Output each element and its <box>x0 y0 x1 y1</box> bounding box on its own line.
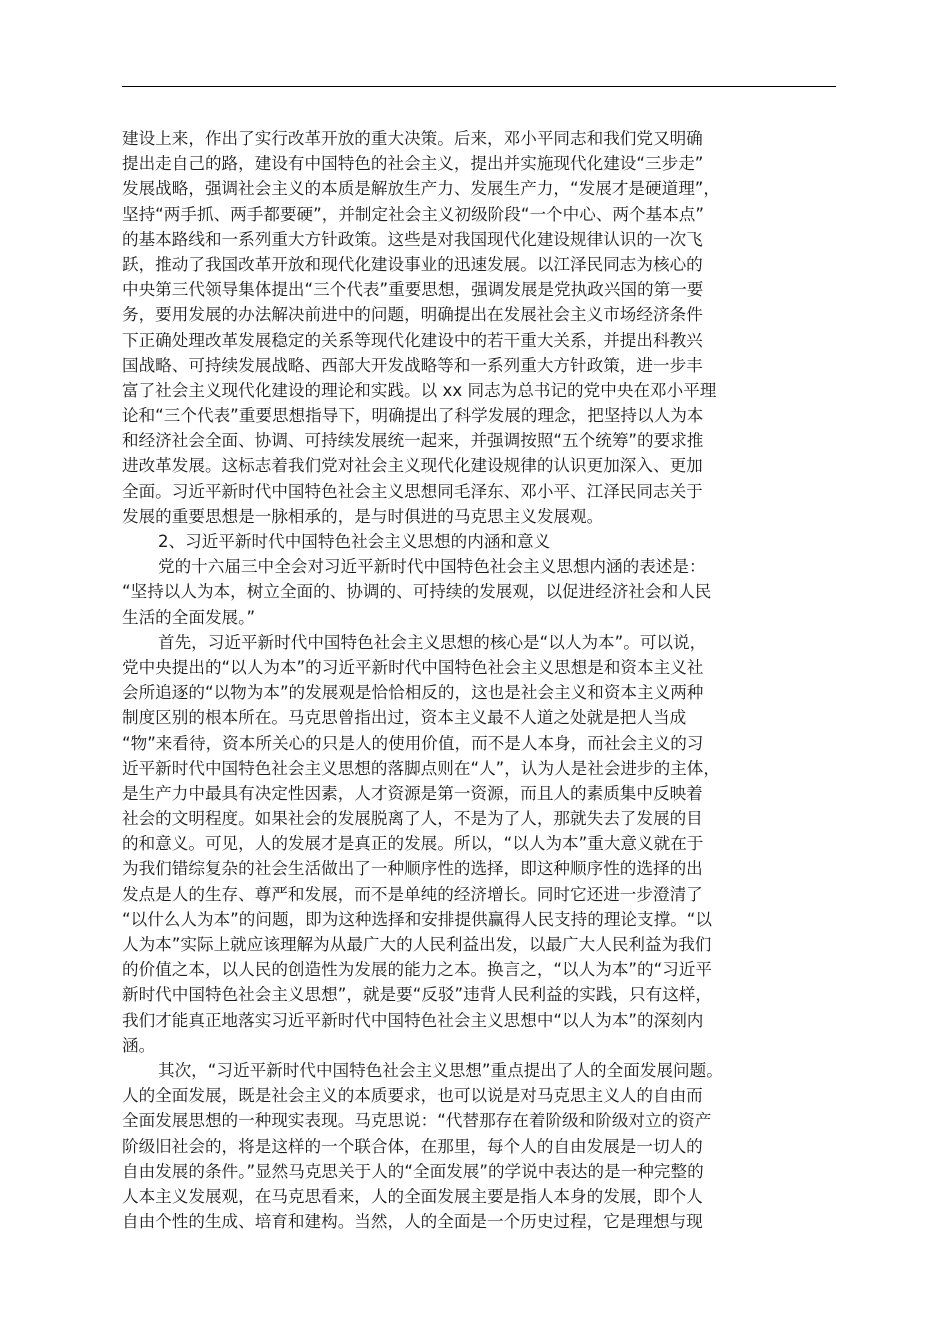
text-line: 发展的重要思想是一脉相承的，是与时俱进的马克思主义发展观。 <box>122 506 604 526</box>
text-line: 其次，“习近平新时代中国特色社会主义思想”重点提出了人的全面发展问题。 <box>158 1060 723 1080</box>
text-line: 人本主义发展观，在马克思看来，人的全面发展主要是指人本身的发展，即个人 <box>122 1186 703 1206</box>
text-line: 发点是人的生存、尊严和发展，而不是单纯的经济增长。同时它还进一步澄清了 <box>122 884 703 904</box>
text-line: 进改革发展。这标志着我们党对社会主义现代化建设规律的认识更加深入、更加 <box>122 456 703 476</box>
text-line: 建设上来，作出了实行改革开放的重大决策。后来，邓小平同志和我们党又明确 <box>122 129 703 148</box>
text-line: 人的全面发展，既是社会主义的本质要求，也可以说是对马克思主义人的自由而 <box>122 1086 703 1106</box>
paragraph-p2 <box>122 529 838 554</box>
text-line: 社会的文明程度。如果社会的发展脱离了人，不是为了人，那就失去了发展的目 <box>122 809 703 829</box>
text-line: 富了社会主义现代化建设的理论和实践。以 xx 同志为总书记的党中央在邓小平理 <box>122 380 717 400</box>
text-line: 阶级旧社会的，将是这样的一个联合体，在那里，每个人的自由发展是一切人的 <box>122 1136 703 1156</box>
text-line: 和经济社会全面、协调、可持续发展统一起来，并强调按照“五个统筹”的要求推 <box>122 431 704 451</box>
header-rule <box>122 86 836 87</box>
text-line: 提出走自己的路，建设有中国特色的社会主义，提出并实施现代化建设“三步走” <box>122 154 704 174</box>
text-line: 新时代中国特色社会主义思想”，就是要“反驳”违背人民利益的实践，只有这样， <box>122 985 712 1005</box>
text-line: 下正确处理改革发展稳定的关系等现代化建设中的若干重大关系，并提出科教兴 <box>122 330 703 350</box>
text-line: 是生产力中最具有决定性因素，人才资源是第一资源，而且人的素质集中反映着 <box>122 783 703 803</box>
text-line: 中央第三代领导集体提出“三个代表”重要思想，强调发展是党执政兴国的第一要 <box>122 280 704 300</box>
text-line: 2、习近平新时代中国特色社会主义思想的内涵和意义 <box>158 532 551 551</box>
text-line: 党的十六届三中全会对习近平新时代中国特色社会主义思想内涵的表述是： <box>158 557 706 577</box>
text-line: 为我们错综复杂的社会生活做出了一种顺序性的选择，即这种顺序性的选择的出 <box>122 859 703 879</box>
text-line: 的基本路线和一系列重大方针政策。这些是对我国现代化建设规律认识的一次飞 <box>122 229 703 249</box>
paragraph-p5 <box>122 1058 838 1234</box>
text-line: 首先，习近平新时代中国特色社会主义思想的核心是“以人为本”。可以说， <box>158 632 707 652</box>
text-line: 发展战略，强调社会主义的本质是解放生产力、发展生产力，“发展才是硬道理”， <box>122 179 720 199</box>
paragraph-p3 <box>122 554 838 630</box>
paragraph-p1 <box>122 126 838 529</box>
document-body <box>122 126 838 1234</box>
text-line: 自由发展的条件。”显然马克思关于人的“全面发展”的学说中表达的是一种完整的 <box>122 1161 704 1181</box>
text-line: 务，要用发展的办法解决前进中的问题，明确提出在发展社会主义市场经济条件 <box>122 305 703 325</box>
text-line: 跃，推动了我国改革开放和现代化建设事业的迅速发展。以江泽民同志为核心的 <box>122 254 703 274</box>
text-line: 我们才能真正地落实习近平新时代中国特色社会主义思想中“以人为本”的深刻内 <box>122 1010 704 1030</box>
text-line: 的和意义。可见，人的发展才是真正的发展。所以，“以人为本”重大意义就在于 <box>122 834 704 854</box>
text-line: 全面。习近平新时代中国特色社会主义思想同毛泽东、邓小平、江泽民同志关于 <box>122 481 703 501</box>
text-line: 涵。 <box>122 1035 156 1055</box>
text-line: 自由个性的生成、培育和建构。当然，人的全面是一个历史过程，它是理想与现 <box>122 1212 703 1232</box>
text-line: 全面发展思想的一种现实表现。马克思说：“代替那存在着阶级和阶级对立的资产 <box>122 1111 712 1131</box>
text-line: 制度区别的根本所在。马克思曾指出过，资本主义最不人道之处就是把人当成 <box>122 708 687 728</box>
text-line: 会所追逐的“以物为本”的发展观是恰恰相反的，这也是社会主义和资本主义两种 <box>122 683 704 703</box>
text-line: 的价值之本，以人民的创造性为发展的能力之本。换言之，“以人为本”的“习近平 <box>122 960 712 980</box>
paragraph-p4 <box>122 630 838 1058</box>
text-line: “坚持以人为本，树立全面的、协调的、可持续的发展观，以促进经济社会和人民 <box>122 582 712 602</box>
text-line: 党中央提出的“以人为本”的习近平新时代中国特色社会主义思想是和资本主义社 <box>122 657 704 677</box>
text-line: “以什么人为本”的问题，即为这种选择和安排提供赢得人民支持的理论支撑。“以 <box>122 909 712 929</box>
text-line: 近平新时代中国特色社会主义思想的落脚点则在“人”，认为人是社会进步的主体， <box>122 758 720 778</box>
text-line: 论和“三个代表”重要思想指导下，明确提出了科学发展的理念，把坚持以人为本 <box>122 406 704 426</box>
text-line: 生活的全面发展。” <box>122 607 256 627</box>
text-line: 坚持“两手抓、两手都要硬”，并制定社会主义初级阶段“一个中心、两个基本点” <box>122 204 704 224</box>
text-line: 国战略、可持续发展战略、西部大开发战略等和一系列重大方针政策，进一步丰 <box>122 355 703 375</box>
text-line: 人为本”实际上就应该理解为从最广大的人民利益出发，以最广大人民利益为我们 <box>122 935 712 954</box>
text-line: “物”来看待，资本所关心的只是人的使用价值，而不是人本身，而社会主义的习 <box>122 733 704 753</box>
